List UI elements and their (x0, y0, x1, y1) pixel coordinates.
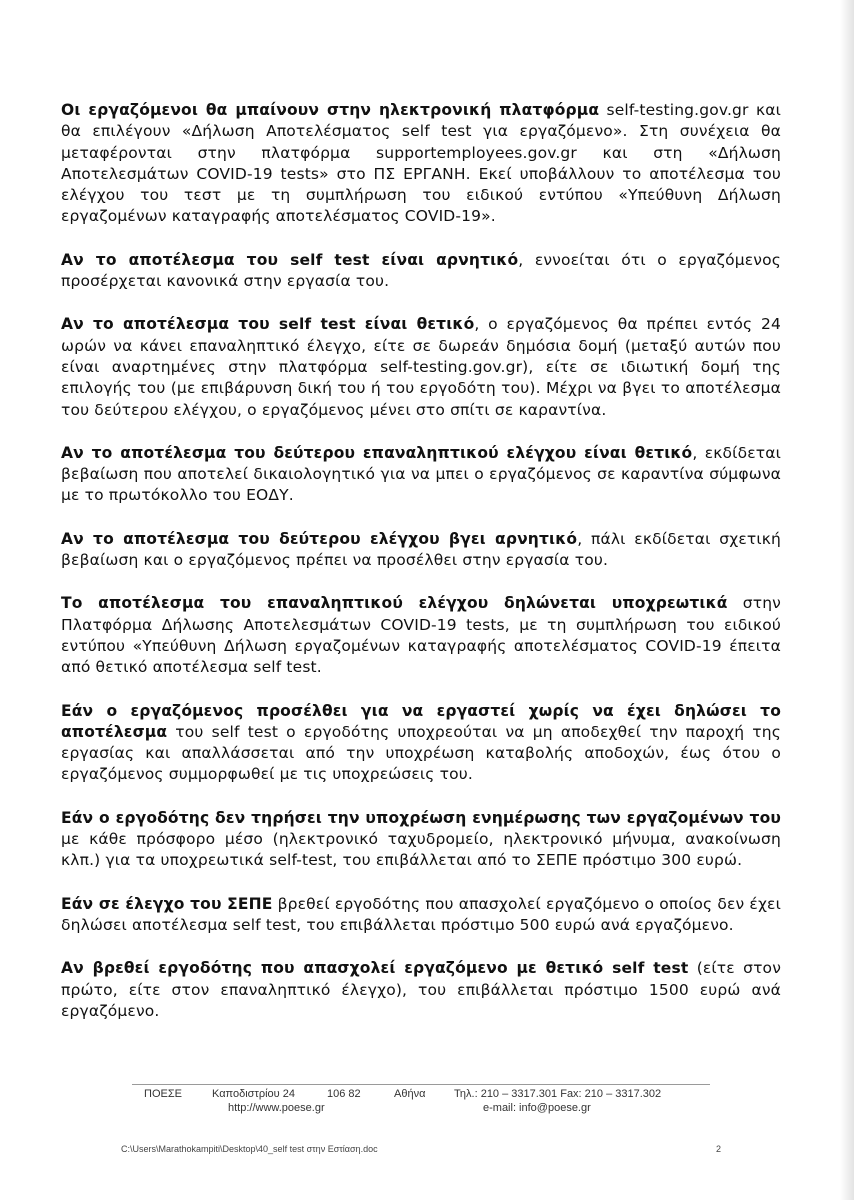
paragraph-lead: Αν το αποτέλεσμα του δεύτερου επαναληπτικού ελέγχου είναι θετικό (61, 443, 693, 462)
footer-divider (132, 1084, 710, 1085)
page-edge-shadow (840, 0, 854, 1200)
footer-city: Αθήνα (394, 1088, 426, 1100)
page-footer (132, 1088, 712, 1116)
paragraph-text: , εκδίδεται βεβαίωση που αποτελεί δικαιολογητικό για να μπει ο εργαζόμενος σε καραντίνα σύμφωνα με το πρωτόκολλο του ΕΟΔΥ. (61, 443, 781, 505)
file-path: C:\Users\Marathokampiti\Desktop\40_self test στην Εστίαση.doc (121, 1144, 378, 1154)
footer-org: ΠΟΕΣΕ (144, 1088, 182, 1100)
paragraph-lead: Αν το αποτέλεσμα του δεύτερου ελέγχου βγει αρνητικό (61, 529, 578, 548)
paragraph-negative-result (61, 250, 781, 293)
paragraph-positive-result (61, 314, 781, 420)
paragraph-lead: Το αποτέλεσμα του επαναληπτικού ελέγχου δηλώνεται υποχρεωτικά (61, 594, 728, 613)
paragraph-sepe-inspection-fine (61, 894, 781, 937)
paragraph-mandatory-declaration (61, 593, 781, 678)
paragraph-text: στην Πλατφόρμα Δήλωσης Αποτελεσμάτων COVID-19 tests, με τη συμπλήρωση του ειδικού εντύπου «Υπεύθυνη Δήλωση εργαζομένων καταγραφής αποτελέσματος COVID-19 έπειτα από θετικό αποτέλεσμα self test. (61, 594, 781, 677)
footer-address: Καποδιστρίου 24 (212, 1088, 295, 1100)
footer-contact-row (132, 1102, 712, 1116)
paragraph-text: με κάθε πρόσφορο μέσο (ηλεκτρονικό ταχυδρομείο, ηλεκτρονικό μήνυμα, ανακοίνωση κλπ.) για τα υποχρεωτικά self-test, του επιβάλλεται από το ΣΕΠΕ πρόστιμο 300 ευρώ. (61, 830, 781, 870)
paragraph-platform (61, 100, 781, 228)
paragraph-text: , πάλι εκδίδεται σχετική βεβαίωση και ο εργαζόμενος πρέπει να προσέλθει στην εργασία του. (61, 529, 781, 570)
paragraph-lead: Αν βρεθεί εργοδότης που απασχολεί εργαζόμενο με θετικό self test (61, 959, 689, 978)
footer-email[interactable]: e-mail: info@poese.gr (483, 1102, 591, 1114)
paragraph-lead: Αν το αποτέλεσμα του self test είναι θετικό (61, 315, 475, 334)
footer-postcode: 106 82 (327, 1088, 361, 1100)
paragraph-lead: Εάν σε έλεγχο του ΣΕΠΕ (61, 894, 273, 913)
paragraph-text: , εννοείται ότι ο εργαζόμενος προσέρχεται κανονικά στην εργασία του. (61, 250, 781, 291)
paragraph-undeclared-employee (61, 701, 781, 786)
document-body (61, 100, 781, 1044)
paragraph-lead: Οι εργαζόμενοι θα μπαίνουν στην ηλεκτρονική πλατφόρμα (61, 101, 600, 119)
paragraph-lead: Αν το αποτέλεσμα του self test είναι αρνητικό (61, 250, 519, 269)
footer-phones: Τηλ.: 210 – 3317.301 Fax: 210 – 3317.302 (454, 1088, 662, 1100)
paragraph-text: , ο εργαζόμενος θα πρέπει εντός 24 ωρών να κάνει επαναληπτικό έλεγχο, είτε σε δωρεάν δημόσια δομή (μεταξύ αυτών που είναι αναρτημένες στην πλατφόρμα self-testing.gov.gr), είτε σε ιδιωτική δομή της επιλογής του (με επιβάρυνση δική του ή του εργοδότη του). Μέχρι να βγει το αποτέλεσμα του δεύτερου ελέγχου, ο εργαζόμενος μένει στο σπίτι σε καραντίνα. (61, 315, 781, 419)
paragraph-text: βρεθεί εργοδότης που απασχολεί εργαζόμενο ο οποίος δεν έχει δηλώσει αποτέλεσμα self test, του επιβάλλεται πρόστιμο 500 ευρώ ανά εργαζόμενο. (61, 894, 781, 934)
paragraph-employer-notice-fine (61, 808, 781, 872)
paragraph-lead: Εάν ο εργοδότης δεν τηρήσει την υποχρέωση ενημέρωσης των εργαζομένων του (61, 808, 781, 827)
paragraph-lead: Εάν ο εργαζόμενος προσέλθει για να εργαστεί χωρίς να έχει δηλώσει το αποτέλεσμα (61, 701, 781, 741)
paragraph-text: self-testing.gov.gr και θα επιλέγουν «Δήλωση Αποτελέσματος self test για εργαζόμενο». Στη συνέχεια θα μεταφέρονται στην πλατφόρμα supportemployees.gov.gr και στη «Δήλωση Αποτελεσμάτων COVID-19 tests» στο ΠΣ ΕΡΓΑΝΗ. Εκεί υποβάλλουν το αποτέλεσμα του ελέγχου του τεστ με τη συμπλήρωση του ειδικού εντύπου «Υπεύθυνη Δήλωση εργαζομένων καταγραφής αποτελέσματος COVID-19». (61, 101, 781, 226)
footer-website[interactable]: http://www.poese.gr (228, 1102, 325, 1114)
paragraph-text: (είτε στον πρώτο, είτε στον επαναληπτικό έλεγχο), του επιβάλλεται πρόστιμο 1500 ευρώ ανά εργαζόμενο. (61, 959, 781, 1020)
paragraph-second-negative (61, 529, 781, 572)
paragraph-text: του self test ο εργοδότης υποχρεούται να μη αποδεχθεί την παροχή της εργασίας και απαλλάσσεται από την υποχρέωση καταβολής αποδοχών, έως ότου ο εργαζόμενος συμμορφωθεί με τις υποχρεώσεις του. (61, 722, 781, 784)
paragraph-positive-employee-fine (61, 958, 781, 1022)
footer-address-row (132, 1088, 712, 1102)
paragraph-second-positive (61, 443, 781, 507)
page-number: 2 (715, 1144, 721, 1154)
